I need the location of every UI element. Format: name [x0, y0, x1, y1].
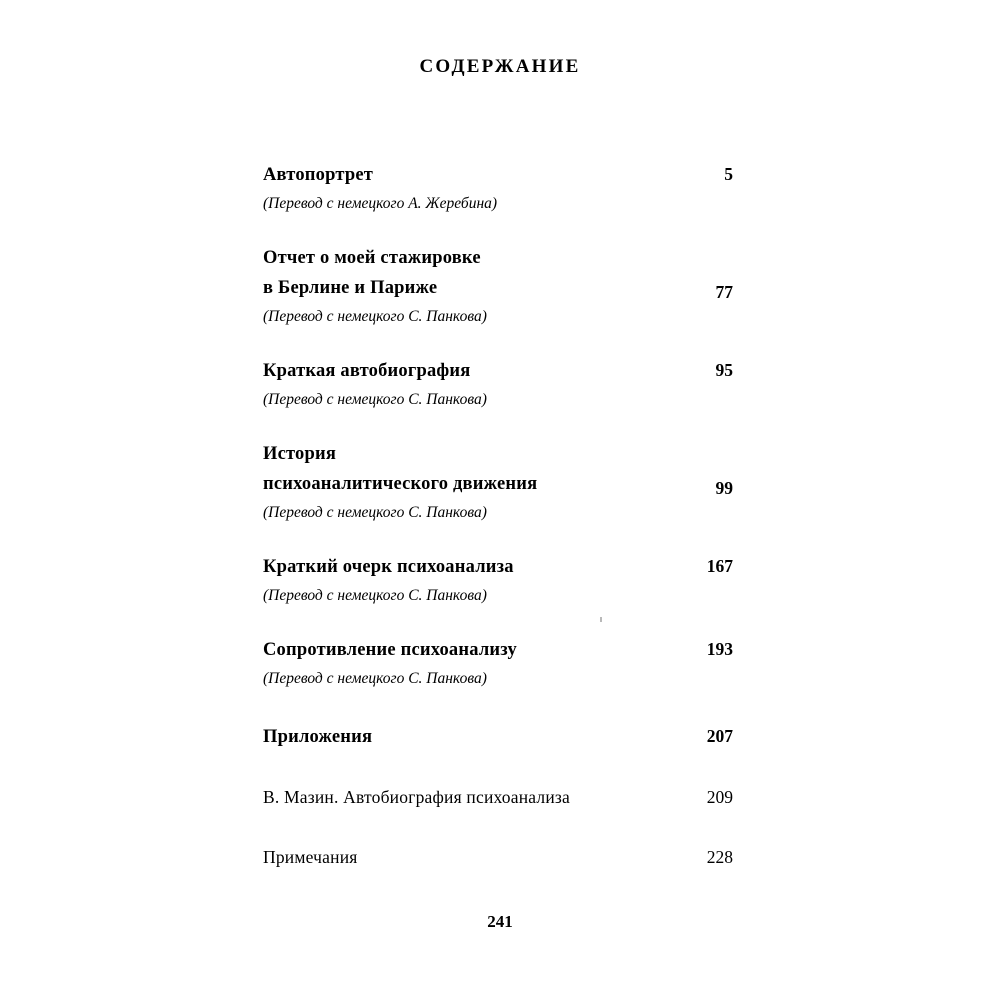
toc-entry-translator: (Перевод с немецкого С. Панкова)	[263, 587, 487, 604]
toc-entry[interactable]	[263, 552, 733, 609]
toc-entry[interactable]	[263, 635, 733, 692]
toc-entry[interactable]	[263, 439, 733, 526]
toc-entry-title: Автопортрет	[263, 165, 374, 185]
toc-entry-row	[263, 552, 733, 582]
page-number: 241	[487, 912, 513, 931]
page-title: СОДЕРЖАНИЕ	[419, 56, 581, 77]
toc-entry[interactable]	[263, 356, 733, 413]
toc-entry-page: 207	[706, 726, 733, 746]
toc-entry-title: Краткий очерк психоанализа	[263, 557, 514, 577]
toc-entry-translator: (Перевод с немецкого С. Панкова)	[263, 504, 487, 521]
toc-subentry-page: 228	[706, 847, 733, 867]
toc-entry-title	[263, 243, 481, 303]
toc-entry-title-line1: История	[263, 444, 337, 464]
toc-entry-title: Сопротивление психоанализу	[263, 640, 517, 660]
toc-entry-row	[263, 160, 733, 190]
toc-entry-title: Приложения	[263, 727, 373, 747]
toc-subentry[interactable]	[263, 782, 733, 812]
toc-subentry-page: 209	[706, 787, 733, 807]
toc-entry-row	[263, 722, 733, 752]
toc-entry-page: 95	[715, 360, 733, 380]
toc-entry-row	[263, 439, 733, 499]
toc-entry-translator: (Перевод с немецкого С. Панкова)	[263, 391, 487, 408]
toc-entry-page: 167	[706, 556, 733, 576]
toc-subentry-row	[263, 782, 733, 812]
toc-entry-title-line1: Отчет о моей стажировке	[263, 248, 481, 268]
toc-entry[interactable]	[263, 243, 733, 330]
toc-subentry-title: Примечания	[263, 847, 358, 867]
toc-entry[interactable]	[263, 722, 733, 752]
toc-entry-title-line2: в Берлине и Париже	[263, 278, 438, 298]
toc-entry-page: 99	[715, 478, 733, 498]
toc-entry-title-line2: психоаналитического движения	[263, 474, 538, 494]
paper-speck	[600, 617, 602, 622]
toc-entry-page: 193	[706, 639, 733, 659]
table-of-contents	[263, 160, 733, 890]
toc-entry[interactable]	[263, 160, 733, 217]
toc-entry-page: 5	[724, 164, 733, 184]
toc-subentry-title: В. Мазин. Автобиография психоанализа	[263, 787, 570, 807]
toc-entry-row	[263, 356, 733, 386]
toc-entry-row	[263, 243, 733, 303]
toc-entry-title	[263, 439, 537, 499]
toc-entry-translator: (Перевод с немецкого С. Панкова)	[263, 670, 487, 687]
toc-entry-row	[263, 635, 733, 665]
toc-entry-translator: (Перевод с немецкого А. Жеребина)	[263, 195, 498, 212]
toc-subentry[interactable]	[263, 842, 733, 872]
toc-entry-page: 77	[715, 282, 733, 302]
toc-subentry-row	[263, 842, 733, 872]
toc-entry-translator: (Перевод с немецкого С. Панкова)	[263, 308, 487, 325]
toc-entry-title: Краткая автобиография	[263, 361, 471, 381]
